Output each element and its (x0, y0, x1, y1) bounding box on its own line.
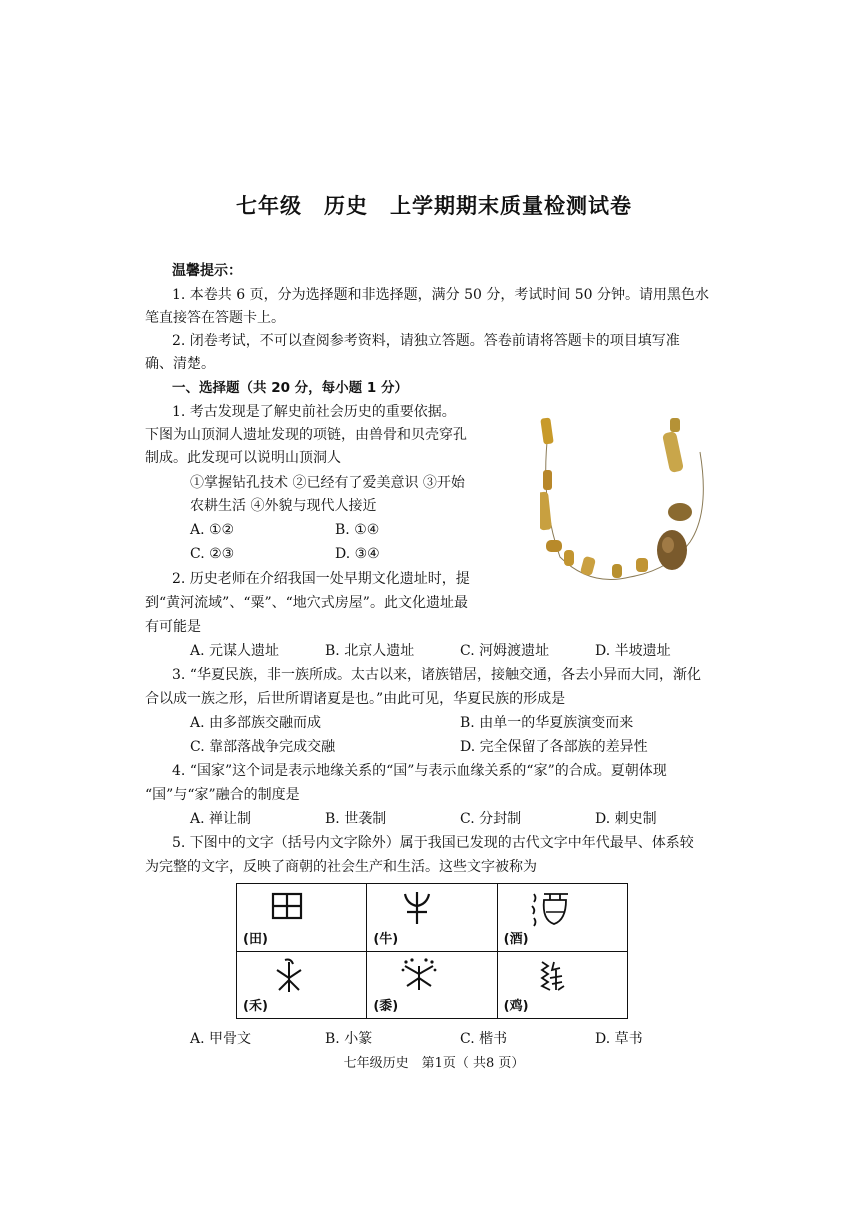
oracle-glyph-shu-icon (397, 956, 441, 996)
oracle-glyph-tian-icon (267, 888, 311, 928)
oracle-cell-ji (497, 951, 627, 1019)
q2-line-3: 有可能是 (145, 619, 201, 635)
oracle-bone-table (236, 883, 628, 1019)
q1-option-b: B. ①④ (335, 522, 380, 538)
q4-option-d: D. 刺史制 (595, 811, 657, 827)
q3-line-1: 3. “华夏民族，非一族所成。太古以来，诸族错居，接触交通，各去小异而大同，渐化 (172, 667, 701, 683)
notice-item-1-line-2: 笔直接答在答题卡上。 (145, 310, 285, 326)
oracle-cell-tian (237, 884, 367, 952)
q1-line-1: 1. 考古发现是了解史前社会历史的重要依据。 (172, 404, 456, 420)
q1-option-a: A. ①② (190, 522, 235, 538)
q5-option-a: A. 甲骨文 (190, 1031, 252, 1047)
notice-heading: 温馨提示： (172, 263, 242, 279)
q5-option-d: D. 草书 (595, 1031, 643, 1047)
section-1-heading: 一、选择题（共 20 分，每小题 1 分） (172, 380, 408, 396)
q5-line-1: 5. 下图中的文字（括号内文字除外）属于我国已发现的古代文字中年代最早、体系较 (172, 835, 694, 851)
notice-item-1-line-1: 1. 本卷共 6 页，分为选择题和非选择题，满分 50 分，考试时间 50 分钟。请用黑色水 (172, 287, 710, 303)
q1-line-3: 制成。此发现可以说明山顶洞人 (145, 450, 341, 466)
necklace-photo (540, 412, 720, 602)
q2-option-d: D. 半坡遗址 (595, 643, 671, 659)
oracle-glyph-niu-icon (397, 888, 441, 928)
q1-option-d: D. ③④ (335, 546, 380, 562)
q1-line-2: 下图为山顶洞人遗址发现的项链，由兽骨和贝壳穿孔 (145, 427, 467, 443)
oracle-glyph-he-icon (267, 956, 311, 996)
q5-option-b: B. 小篆 (325, 1031, 373, 1047)
q5-option-c: C. 楷书 (460, 1031, 508, 1047)
q2-line-1: 2. 历史老师在介绍我国一处早期文化遗址时，提 (172, 571, 470, 587)
q3-option-c: C. 靠部落战争完成交融 (190, 739, 336, 755)
q4-line-1: 4. “国家”这个词是表示地缘关系的“国”与表示血缘关系的“家”的合成。夏朝体现 (172, 763, 667, 779)
q1-line-5: 农耕生活 ④外貌与现代人接近 (190, 498, 377, 514)
notice-item-2-line-2: 确、清楚。 (145, 356, 215, 372)
oracle-cell-he (237, 951, 367, 1019)
q4-option-b: B. 世袭制 (325, 811, 387, 827)
glyph-label-shu: (黍) (373, 999, 399, 1014)
q1-line-4: ①掌握钻孔技术 ②已经有了爱美意识 ③开始 (190, 475, 465, 491)
q4-option-c: C. 分封制 (460, 811, 522, 827)
oracle-cell-shu (367, 951, 497, 1019)
glyph-label-he: (禾) (243, 999, 268, 1014)
q3-line-2: 合以成一族之形，后世所谓诸夏是也。”由此可见，华夏民族的形成是 (145, 691, 566, 707)
q3-option-b: B. 由单一的华夏族演变而来 (460, 715, 634, 731)
oracle-glyph-jiu-icon (528, 888, 572, 928)
glyph-label-niu: (牛) (373, 931, 399, 947)
q3-option-a: A. 由多部族交融而成 (190, 715, 322, 731)
page-title: 七年级 历史 上学期期末质量检测试卷 (236, 194, 632, 218)
q2-option-a: A. 元谋人遗址 (190, 643, 280, 659)
q3-option-d: D. 完全保留了各部族的差异性 (460, 739, 648, 755)
oracle-cell-niu (367, 884, 497, 952)
q5-line-2: 为完整的文字，反映了商朝的社会生产和生活。这些文字被称为 (145, 859, 537, 875)
glyph-label-ji: (鸡) (503, 999, 529, 1014)
q2-line-2: 到“黄河流域”、“粟”、“地穴式房屋”。此文化遗址最 (145, 595, 468, 611)
notice-item-2-line-1: 2. 闭卷考试，不可以查阅参考资料，请独立答题。答卷前请将答题卡的项目填写准 (172, 333, 680, 349)
page-footer: 七年级历史 第1页（ 共8 页） (343, 1056, 525, 1071)
glyph-label-jiu: (酒) (503, 931, 529, 947)
q4-line-2: “国”与“家”融合的制度是 (145, 787, 300, 803)
oracle-cell-jiu (497, 884, 627, 952)
q4-option-a: A. 禅让制 (190, 811, 252, 827)
q2-option-c: C. 河姆渡遗址 (460, 643, 550, 659)
q1-option-c: C. ②③ (190, 546, 235, 562)
oracle-glyph-ji-icon (528, 956, 572, 996)
q2-option-b: B. 北京人遗址 (325, 643, 415, 659)
glyph-label-tian: (田) (243, 931, 268, 947)
